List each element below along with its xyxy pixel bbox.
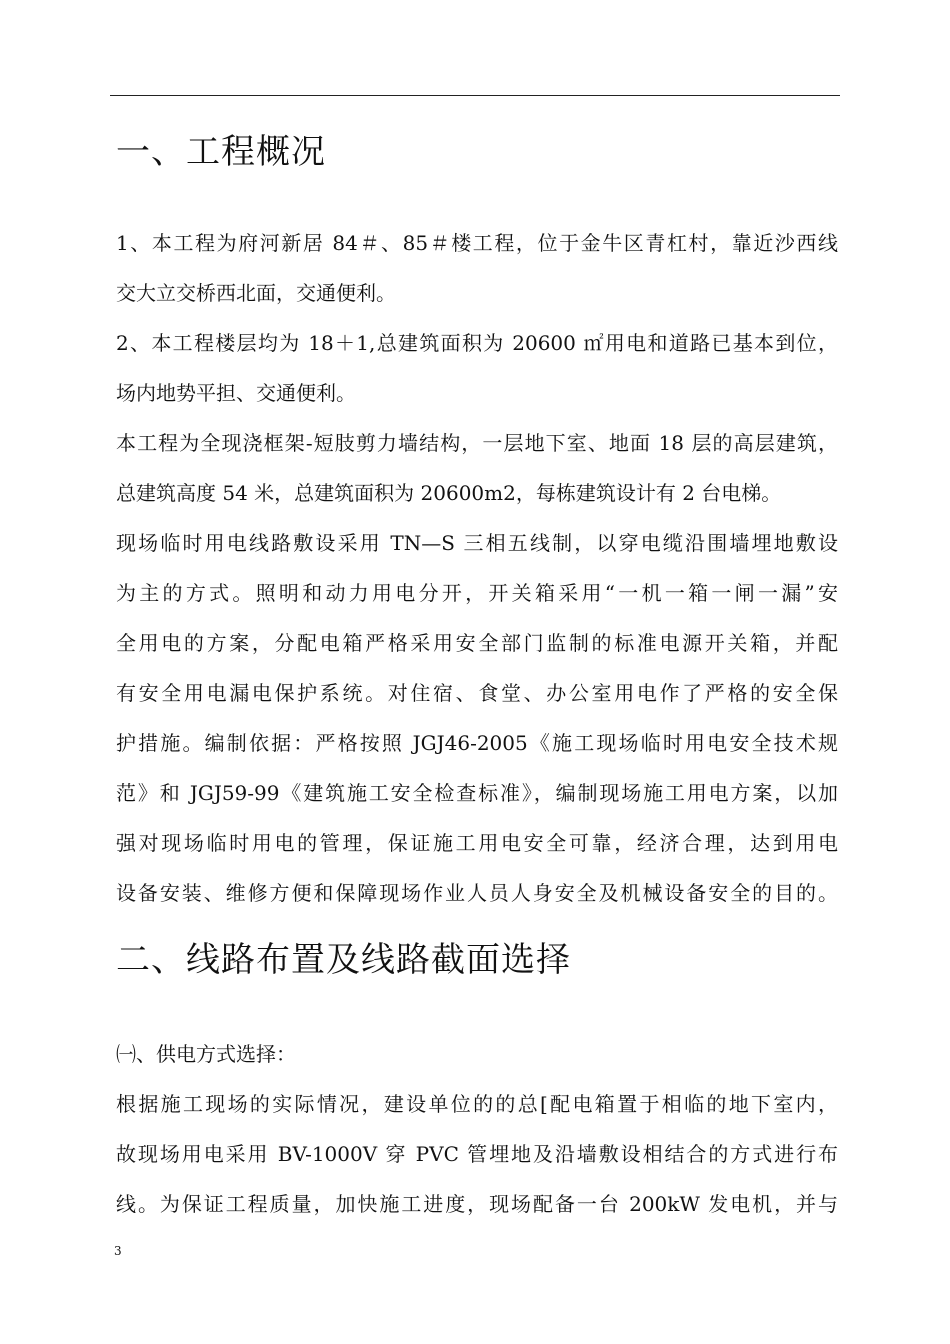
section-heading-wiring: 二、线路布置及线路截面选择 (116, 940, 571, 980)
header-rule (110, 95, 840, 96)
body-line: 强对现场临时用电的管理，保证施工用电安全可靠，经济合理，达到用电 (116, 831, 838, 855)
body-line: 根据施工现场的实际情况，建设单位的的总[配电箱置于相临的地下室内， (116, 1092, 838, 1116)
body-line: 护措施。编制依据：严格按照 JGJ46-2005《施工现场临时用电安全技术规 (116, 731, 838, 755)
body-line: 本工程为全现浇框架-短肢剪力墙结构，一层地下室、地面 18 层的高层建筑， (116, 431, 838, 455)
body-line: 1、本工程为府河新居 84＃、85＃楼工程，位于金牛区青杠村，靠近沙西线 (116, 231, 838, 255)
body-line: 2、本工程楼层均为 18＋1,总建筑面积为 20600 ㎡用电和道路已基本到位， (116, 331, 838, 355)
body-line: 全用电的方案，分配电箱严格采用安全部门监制的标准电源开关箱，并配 (116, 631, 838, 655)
body-line: 范》和 JGJ59-99《建筑施工安全检查标准》，编制现场施工用电方案，以加 (116, 781, 838, 805)
body-line: 现场临时用电线路敷设采用 TN—S 三相五线制，以穿电缆沿围墙埋地敷设 (116, 531, 838, 555)
body-line: 交大立交桥西北面，交通便利。 (116, 281, 396, 305)
body-line: 故现场用电采用 BV-1000V 穿 PVC 管埋地及沿墙敷设相结合的方式进行布 (116, 1142, 838, 1166)
body-line: 线。为保证工程质量，加快施工进度，现场配备一台 200kW 发电机，并与 (116, 1192, 838, 1216)
subheading-power-supply: ㈠、供电方式选择： (116, 1042, 296, 1066)
page-number: 3 (114, 1244, 122, 1258)
body-line: 为主的方式。照明和动力用电分开，开关箱采用“一机一箱一闸一漏”安 (116, 581, 838, 605)
body-line: 场内地势平担、交通便利。 (116, 381, 356, 405)
body-line: 有安全用电漏电保护系统。对住宿、食堂、办公室用电作了严格的安全保 (116, 681, 838, 705)
body-line: 设备安装、维修方便和保障现场作业人员人身安全及机械设备安全的目的。 (116, 881, 838, 905)
section-heading-overview: 一、工程概况 (116, 132, 326, 172)
body-line: 总建筑高度 54 米，总建筑面积为 20600m2，每栋建筑设计有 2 台电梯。 (116, 481, 782, 505)
